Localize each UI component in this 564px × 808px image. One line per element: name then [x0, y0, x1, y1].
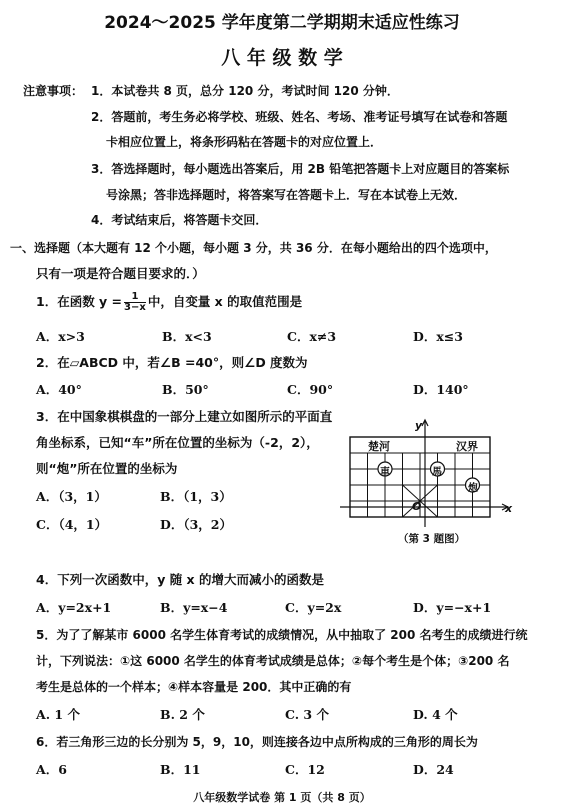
q2-option-d: D．140° — [413, 382, 469, 397]
q4-option-d: D．y=−x+1 — [413, 600, 492, 615]
q1-fraction-den: 3−x — [124, 302, 146, 313]
q1-option-c: C．x≠3 — [287, 329, 337, 344]
notes-item-2: 2．答题前，考生务必将学校、班级、姓名、考场、准考证号填写在试卷和答题 — [91, 110, 508, 124]
question-3-line-1: 3．在中国象棋棋盘的一部分上建立如图所示的平面直 — [36, 409, 333, 424]
q1-suffix: 中，自变量 x 的取值范围是 — [147, 294, 303, 309]
notes-item-4: 4．考试结束后，将答题卡交回． — [91, 213, 268, 227]
notes-item-2-cont: 卡相应位置上，将条形码粘在答题卡的对应位置上． — [106, 135, 383, 149]
q5-option-d: D. 4 个 — [413, 707, 458, 722]
q1-fraction-num: 1 — [124, 292, 146, 303]
question-3-line-3: 则“炮”所在位置的坐标为 — [36, 461, 178, 476]
exam-title: 2024～2025 学年度第二学期期末适应性练习 — [104, 13, 460, 33]
section-heading-cont: 只有一项是符合题目要求的．） — [36, 266, 205, 281]
river-label-left: 楚河 — [368, 440, 390, 453]
section-heading: 一、选择题（本大题有 12 个小题，每小题 3 分，共 36 分．在每小题给出的四个选项中， — [10, 241, 497, 255]
notes-item-3: 3．答选择题时，每小题选出答案后，用 2B 铅笔把答题卡上对应题目的答案标 — [91, 162, 510, 176]
q6-option-d: D．24 — [413, 762, 454, 777]
question-4: 4．下列一次函数中，y 随 x 的增大而减小的函数是 — [36, 572, 324, 587]
question-1 — [36, 292, 302, 313]
q2-option-c: C．90° — [287, 382, 334, 397]
q1-option-a: A．x>3 — [36, 329, 85, 344]
q5-option-c: C. 3 个 — [285, 707, 329, 722]
q6-option-c: C．12 — [285, 762, 325, 777]
piece-pao-label: 炮 — [468, 483, 478, 494]
question-5-line-1: 5．为了了解某市 6000 名学生体育考试的成绩情况，从中抽取了 200 名考生的成绩进行统 — [36, 628, 528, 642]
piece-che-label: 車 — [380, 467, 390, 478]
q3-option-b: B．（1，3） — [160, 489, 232, 504]
q6-option-b: B．11 — [160, 762, 201, 777]
origin-label: O — [412, 500, 422, 513]
q1-option-d: D．x≤3 — [413, 329, 463, 344]
q2-option-b: B．50° — [162, 382, 209, 397]
q4-option-b: B．y=x−4 — [160, 600, 228, 615]
page-footer: 八年级数学试卷 第 1 页（共 8 页） — [193, 791, 371, 804]
figure-caption: （第 3 题图） — [398, 533, 466, 545]
axis-x-label: x — [505, 502, 513, 515]
piece-ma-label: 馬 — [432, 467, 442, 478]
q3-option-d: D．（3，2） — [160, 517, 232, 532]
notes-item-3-cont: 号涂黑；答非选择题时，将答案写在答题卡上．写在本试卷上无效． — [106, 188, 467, 202]
notes-item-1: 1．本试卷共 8 页，总分 120 分，考试时间 120 分钟． — [91, 84, 399, 98]
q5-option-a: A. 1 个 — [36, 707, 80, 722]
question-2: 2．在▱ABCD 中，若∠B =40°，则∠D 度数为 — [36, 355, 308, 370]
q1-prefix: 1．在函数 y = — [36, 294, 123, 309]
axis-y-label: y — [415, 419, 423, 432]
q6-option-a: A．6 — [36, 762, 67, 777]
question-5-line-3: 考生是总体的一个样本；④样本容量是 200．其中正确的有 — [36, 680, 352, 694]
q3-option-a: A．（3，1） — [36, 489, 107, 504]
coordinate-axes — [340, 420, 508, 527]
q3-option-c: C．（4，1） — [36, 517, 108, 532]
notes-label: 注意事项： — [23, 84, 84, 98]
question-3-line-2: 角坐标系，已知“车”所在位置的坐标为（-2，2）， — [36, 435, 319, 450]
river-label-right: 汉界 — [456, 440, 478, 453]
question-5-line-2: 计，下列说法：①这 6000 名学生的体育考试成绩是总体；②每个考生是个体；③200 名 — [36, 654, 510, 668]
q1-option-b: B．x<3 — [162, 329, 212, 344]
question-6: 6．若三角形三边的长分别为 5，9，10，则连接各边中点所构成的三角形的周长为 — [36, 735, 478, 749]
q2-option-a: A．40° — [36, 382, 82, 397]
chess-board-figure — [340, 417, 520, 527]
q1-fraction — [124, 292, 146, 313]
q4-option-a: A．y=2x+1 — [36, 600, 112, 615]
q4-option-c: C．y=2x — [285, 600, 342, 615]
exam-subject: 八 年 级 数 学 — [221, 47, 343, 69]
q5-option-b: B. 2 个 — [160, 707, 205, 722]
